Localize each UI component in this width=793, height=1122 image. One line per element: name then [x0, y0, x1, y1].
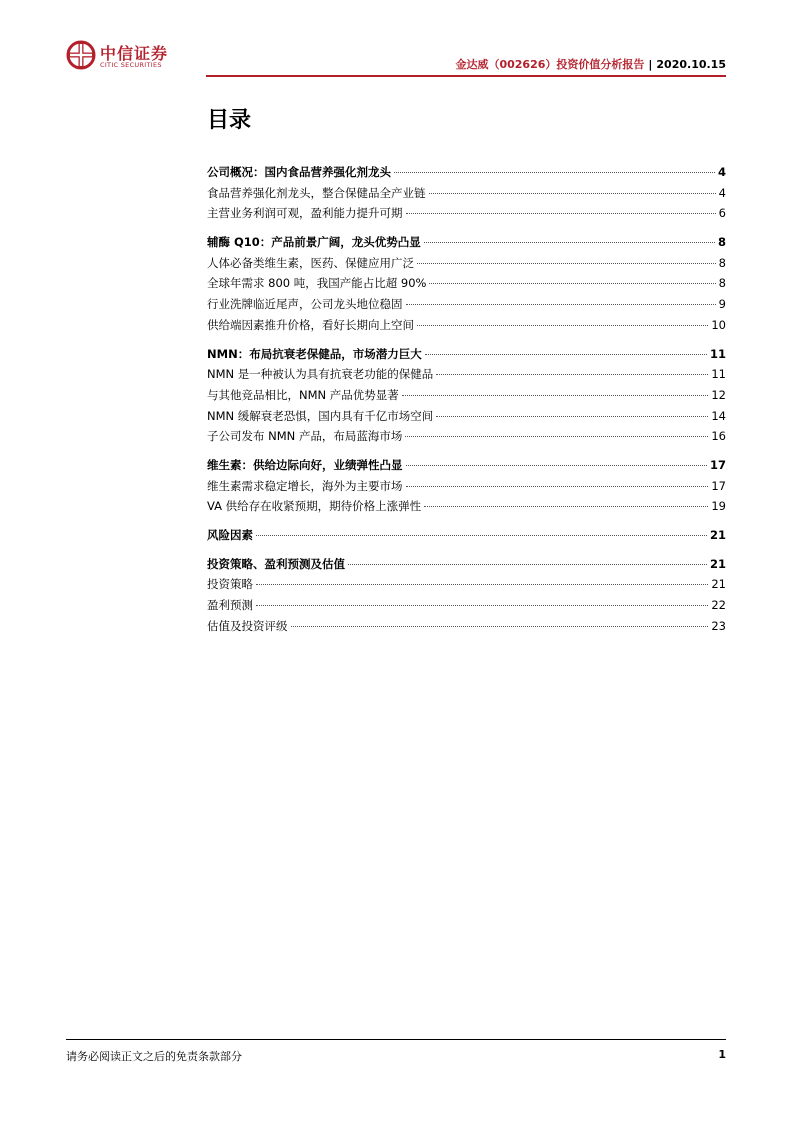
toc-dot-leader [424, 242, 715, 243]
toc-entry-title: NMN 缓解衰老恐惧，国内具有千亿市场空间 [207, 408, 434, 423]
toc-subsection-entry[interactable] [207, 296, 726, 317]
toc-entry-title: 维生素：供给边际向好，业绩弹性凸显 [207, 457, 403, 472]
toc-entry-page: 23 [711, 618, 726, 633]
report-date: 2020.10.15 [656, 58, 726, 71]
toc-entry-title: 子公司发布 NMN 产品，布局蓝海市场 [207, 429, 403, 444]
toc-entry-page: 8 [718, 255, 726, 270]
toc-entry-title: 投资策略、盈利预测及估值 [207, 556, 345, 571]
toc-entry-page: 16 [711, 429, 726, 444]
toc-entry-title: 辅酶 Q10：产品前景广阔，龙头优势凸显 [207, 235, 421, 250]
logo-text-cn: 中信证券 [100, 44, 169, 63]
toc-entry-page: 10 [711, 317, 726, 332]
toc-entry-page: 8 [718, 276, 726, 291]
toc-section-entry[interactable] [207, 234, 726, 255]
toc-dot-leader [405, 436, 708, 437]
header-divider [206, 75, 726, 77]
toc-dot-leader [256, 535, 707, 536]
toc-subsection-entry[interactable] [207, 576, 726, 597]
toc-entry-title: 全球年需求 800 吨，我国产能占比超 90% [207, 276, 427, 291]
toc-entry-title: 风险因素 [207, 528, 253, 542]
header-separator: | [648, 58, 653, 71]
toc-entry-page: 12 [711, 387, 726, 402]
toc-dot-leader [348, 564, 707, 565]
toc-subsection-entry[interactable] [207, 498, 726, 519]
toc-dot-leader [429, 193, 716, 194]
toc-subsection-entry[interactable] [207, 408, 726, 429]
toc-subsection-entry[interactable] [207, 366, 726, 387]
toc-entry-page: 6 [718, 206, 726, 221]
page-header [66, 38, 726, 74]
toc-entry-title: 公司概况：国内食品营养强化剂龙头 [207, 165, 391, 179]
toc-entry-page: 21 [709, 556, 726, 571]
toc-entry-page: 19 [711, 499, 726, 514]
toc-entry-page: 22 [711, 598, 726, 613]
toc-dot-leader [436, 416, 708, 417]
toc-dot-leader [406, 213, 716, 214]
footer-disclaimer: 请务必阅读正文之后的免责条款部分 [66, 1050, 242, 1063]
toc-entry-page: 17 [711, 478, 726, 493]
table-of-contents [207, 164, 726, 638]
toc-dot-leader [256, 605, 708, 606]
toc-entry-title: 估值及投资评级 [207, 618, 288, 633]
toc-entry-page: 21 [711, 577, 726, 592]
toc-entry-page: 8 [717, 235, 726, 250]
toc-subsection-entry[interactable] [207, 275, 726, 296]
toc-dot-leader [436, 374, 708, 375]
toc-subsection-entry[interactable] [207, 185, 726, 206]
toc-entry-title: 投资策略 [207, 577, 253, 592]
toc-dot-leader [406, 465, 707, 466]
toc-subsection-entry[interactable] [207, 597, 726, 618]
toc-dot-leader [424, 506, 708, 507]
toc-entry-page: 4 [718, 185, 726, 200]
header-report-info [455, 56, 726, 72]
toc-dot-leader [417, 325, 708, 326]
toc-entry-title: 盈利预测 [207, 598, 253, 613]
citic-logo [66, 38, 186, 74]
toc-entry-page: 4 [717, 165, 726, 179]
toc-dot-leader [256, 584, 708, 585]
toc-entry-title: VA 供给存在收紧预期，期待价格上涨弹性 [207, 499, 422, 514]
toc-subsection-entry[interactable] [207, 255, 726, 276]
toc-entry-title: 食品营养强化剂龙头，整合保健品全产业链 [207, 185, 426, 200]
toc-section-entry[interactable] [207, 164, 726, 185]
toc-dot-leader [406, 304, 716, 305]
toc-entry-page: 11 [711, 367, 726, 382]
toc-dot-leader [291, 626, 709, 627]
toc-entry-title: 人体必备类维生素，医药、保健应用广泛 [207, 255, 414, 270]
toc-entry-page: 14 [711, 408, 726, 423]
toc-dot-leader [394, 172, 715, 173]
toc-section-entry[interactable] [207, 346, 726, 367]
footer-divider [66, 1039, 726, 1040]
citic-logo-icon [66, 40, 96, 70]
toc-entry-title: 维生素需求稳定增长，海外为主要市场 [207, 478, 403, 493]
toc-entry-page: 21 [709, 528, 726, 542]
toc-section-entry[interactable] [207, 457, 726, 478]
toc-entry-title: 行业洗牌临近尾声，公司龙头地位稳固 [207, 297, 403, 312]
toc-entry-title: NMN：布局抗衰老保健品，市场潜力巨大 [207, 346, 422, 361]
toc-dot-leader [425, 354, 707, 355]
logo-text-en: CITIC SECURITIES [100, 61, 162, 69]
report-title: 金达威（002626）投资价值分析报告 [455, 58, 645, 71]
toc-entry-title: NMN 是一种被认为具有抗衰老功能的保健品 [207, 367, 434, 382]
toc-subsection-entry[interactable] [207, 317, 726, 338]
toc-entry-title: 主营业务利润可观，盈利能力提升可期 [207, 206, 403, 221]
toc-entry-title: 与其他竞品相比，NMN 产品优势显著 [207, 387, 399, 402]
toc-entry-page: 11 [709, 346, 726, 361]
toc-section-entry[interactable] [207, 527, 726, 548]
toc-subsection-entry[interactable] [207, 428, 726, 449]
toc-subsection-entry[interactable] [207, 387, 726, 408]
toc-section-entry[interactable] [207, 556, 726, 577]
toc-dot-leader [406, 486, 709, 487]
toc-dot-leader [429, 283, 715, 284]
footer-page-number: 1 [718, 1048, 726, 1061]
toc-subsection-entry[interactable] [207, 618, 726, 639]
toc-dot-leader [402, 395, 709, 396]
toc-entry-page: 17 [709, 457, 726, 472]
toc-subsection-entry[interactable] [207, 478, 726, 499]
toc-subsection-entry[interactable] [207, 205, 726, 226]
toc-dot-leader [417, 263, 716, 264]
toc-entry-page: 9 [718, 297, 726, 312]
toc-entry-title: 供给端因素推升价格，看好长期向上空间 [207, 317, 414, 332]
page-title: 目录 [207, 108, 252, 133]
